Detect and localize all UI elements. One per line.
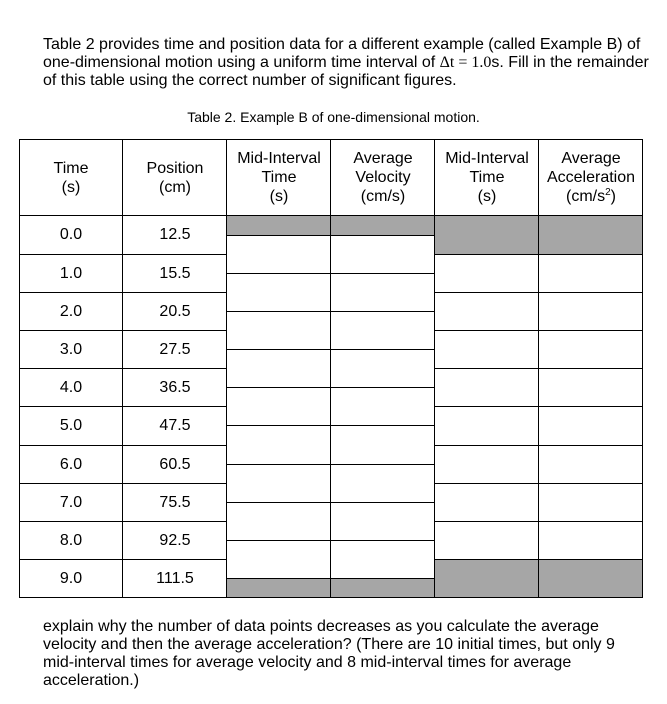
position-cell: 60.5 (159, 455, 191, 473)
time-cell: 6.0 (59, 455, 83, 473)
position-cell: 20.5 (159, 302, 191, 320)
header-time: Time (s) (53, 159, 89, 196)
position-cell: 111.5 (156, 569, 194, 587)
position-cell: 36.5 (159, 378, 191, 396)
header-average-velocity: Average Velocity (cm/s) (353, 150, 413, 205)
shaded-cell (435, 560, 643, 598)
time-cell: 7.0 (59, 493, 83, 511)
time-cell: 4.0 (59, 378, 83, 396)
intro-paragraph (43, 36, 653, 90)
time-cell: 5.0 (59, 417, 83, 434)
shaded-cell (227, 216, 435, 235)
time-cell: 1.0 (59, 264, 83, 282)
time-cell: 0.0 (59, 226, 83, 243)
position-cell: 92.5 (159, 531, 191, 549)
position-cell: 12.5 (159, 226, 191, 243)
time-cell: 3.0 (59, 340, 83, 358)
shaded-cell (227, 579, 435, 598)
header-mid-interval-time-velocity: Mid-Interval Time (s) (237, 150, 321, 205)
intro-text-before: Table 2 provides time and position data for a different example (called Example B) of one-dimensional motion using a uniform time interval of (43, 36, 641, 71)
position-cell: 47.5 (159, 417, 191, 434)
position-cell: 15.5 (159, 264, 191, 282)
header-average-acceleration: Average Acceleration $(cm/s^2)$ (546, 150, 636, 205)
closing-question: explain why the number of data points decreases as you calculate the average velocity and then the average acceleration? (There are 10 initial times, but only 9 mid-interval times for average velocity and 8 mid-interval times for average acceleration.) (43, 618, 615, 689)
time-cell: 2.0 (59, 302, 83, 320)
motion-data-table (19, 139, 643, 598)
shaded-cell (435, 216, 643, 254)
position-cell: 27.5 (159, 340, 191, 358)
delta-t-expression: Δt = 1.0 (439, 54, 492, 71)
time-cell: 9.0 (59, 569, 83, 587)
position-cell: 75.5 (159, 493, 191, 511)
header-position: Position (cm) (146, 159, 204, 196)
table-caption: Table 2. Example B of one-dimensional motion. (187, 109, 480, 125)
time-cell: 8.0 (59, 531, 83, 549)
header-mid-interval-time-acceleration: Mid-Interval Time (s) (445, 150, 529, 205)
intro-text-after: s. Fill in the remainder of this table using the correct number of significant figures. (43, 54, 649, 89)
